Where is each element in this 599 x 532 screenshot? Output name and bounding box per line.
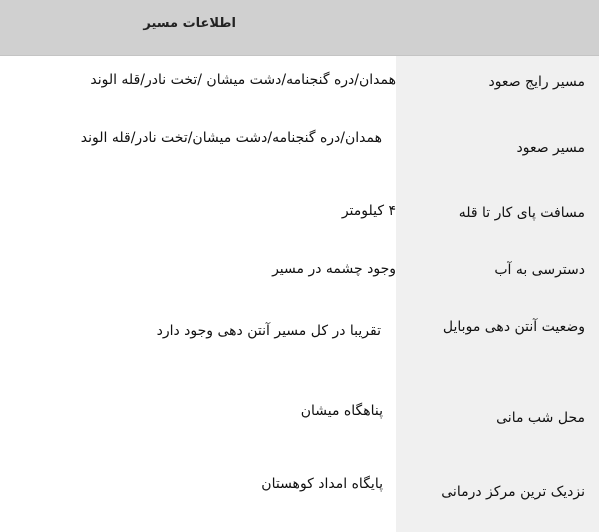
row-label-distance: مسافت پای کار تا قله xyxy=(458,205,585,221)
row-label-ascent-route: مسیر صعود xyxy=(516,140,585,156)
row-value-common-route: همدان/دره گنجنامه/دشت میشان /تخت نادر/قله الوند xyxy=(90,72,396,88)
row-value-mobile-coverage: تقریبا در کل مسیر آنتن دهی وجود دارد xyxy=(156,323,381,339)
row-label-overnight-place: محل شب مانی xyxy=(496,410,585,426)
row-value-nearest-medical: پایگاه امداد کوهستان xyxy=(261,476,383,492)
row-value-ascent-route: همدان/دره گنجنامه/دشت میشان/تخت نادر/قله الوند xyxy=(80,130,382,146)
row-label-mobile-coverage: وضعیت آنتن دهی موبایل xyxy=(442,319,585,335)
row-label-nearest-medical: نزدیک ترین مرکز درمانی xyxy=(441,484,585,500)
label-column xyxy=(396,56,599,532)
row-label-water-access: دسترسی به آب xyxy=(494,262,585,278)
row-value-overnight-place: پناهگاه میشان xyxy=(300,403,383,419)
table-header xyxy=(0,0,599,56)
row-value-water-access: وجود چشمه در مسیر xyxy=(272,261,396,277)
header-title: اطلاعات مسیر xyxy=(143,16,236,31)
row-label-common-route: مسیر رایج صعود xyxy=(488,74,585,90)
row-value-distance: ۴ کیلومتر xyxy=(341,203,396,219)
